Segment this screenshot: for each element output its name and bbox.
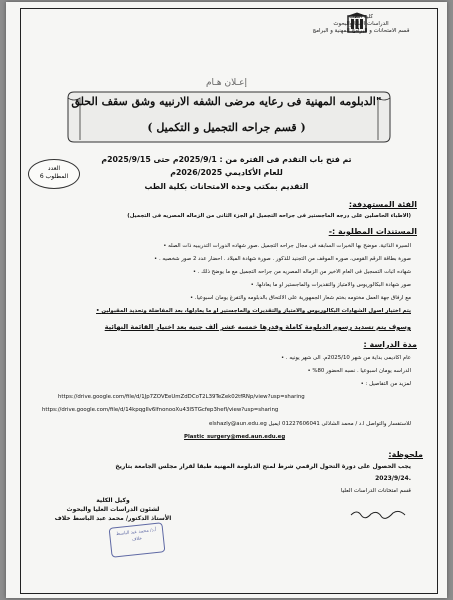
handwritten-initials-icon <box>349 507 407 519</box>
document-item: يتم اختيار اصول الشهادات البكالوريوس والامتياز والتقديرات والماجستير أو ما يعادلها، بعد المفاضلة وتحديد المقبولين • <box>28 308 411 314</box>
required-count-badge <box>28 159 80 189</box>
department-subtitle: ( قسم جراحه التجميل و التكميل ) <box>147 121 306 134</box>
count-label: العدد <box>47 165 61 172</box>
document-item: صور شهادة البكالوريوس والامتياز والتقديرات والماجستير أو ما يعادلها. • <box>28 282 411 288</box>
announcement-label: إعـلان هـام <box>205 78 248 88</box>
diploma-title: "الدبلومه المهنية فى رعايه مرضى الشفه الارنبيه وشق سقف الحلق <box>71 95 382 108</box>
document-item: السيرة الذاتية. موضح بها الخبرات السابقه فى مجال جراحه التجميل .صور شهاده الدورات التدريبيه ذات الصله • <box>28 243 411 249</box>
duration-item: الدراسه يومان اسبوعيا . نسبه الحضور 80% • <box>28 368 411 374</box>
documents-heading: المستندات المطلوبة :- <box>328 227 417 236</box>
office-line-2: قسم الامتحانات و البرامج المهنية و البرامج <box>312 28 410 34</box>
notes-date: 2023/9/24. <box>375 475 411 482</box>
document-item: صورة بطاقة الرقم القومى، صوره الموقف من التجنيد للذكور . صورة شهادة الميلاد . احضار عدد 2 صور شخصيه . • <box>28 256 411 262</box>
more-info-label: لمزيد من التفاصيل : • <box>28 381 411 387</box>
signature-title-2: لشئون الدراسات العليا والبحوث <box>66 506 160 513</box>
count-value: المطلوب 6 <box>39 173 69 180</box>
document-item: شهاده اثبات التسجيل فى العام الاخير من الزماله المصريه من جراحه التجميل مع ما يوضح ذلك . • <box>28 269 411 275</box>
signature-name: الأستاذ الدكتور/ محمد عبد الباسط خلاف <box>54 515 172 522</box>
document-sheet <box>6 2 447 598</box>
duration-heading: مدة الدراسة : <box>363 340 417 349</box>
application-location: التقديم بمكتب وحدة الامتحانات بكلية الطب <box>144 182 309 191</box>
official-stamp <box>109 522 166 557</box>
drive-link-1[interactable]: https://drive.google.com/file/d/1Jp7ZOVEeUmZdDCoT2L39TeZek02tfRNp/view?usp=sharing <box>58 394 305 400</box>
target-heading: الفئة المستهدفة: <box>348 200 417 209</box>
notes-heading: ملحوظة: <box>388 450 423 459</box>
header-block <box>301 14 421 35</box>
drive-link-2[interactable]: https://drive.google.com/file/d/14kpqgIIv6lfnonooXu43I5TGcfep3hefl/view?usp=sharing <box>42 407 279 413</box>
email-link[interactable]: Plastic_surgery@med.aun.edu.eg <box>184 434 286 440</box>
application-period: تم فتح باب التقدم فى الفترة من : 2025/9/1م حتى 2025/9/15م <box>101 155 352 164</box>
signature-block <box>28 496 198 523</box>
office-line-1: الدراسات العليا والبحوث <box>333 21 389 27</box>
target-text: (الاطباء الحاصلين على درجه الماجستير فى جراحه التجميل أو الجزء الثانى من الزماله المصريه فى التجميل) <box>127 213 411 219</box>
document-item: مع ارفاق جهة العمل مختومه بختم شعار الجمهورية على الالتحاق بالدبلومه والتفرغ يومان اسبوعيا. • <box>28 295 411 301</box>
stamp-text: أ.د/ محمد عبد الباسط خلاف <box>115 527 157 543</box>
contact-line: للاستفسار والتواصل أ.د / محمد الشاذلى 01227606041 ايميل elshazly@aun.edu.eg <box>209 421 411 427</box>
fee-note: وسوف يتم تسديد رسوم الدبلومة كاملة وقدرها خمسه عشر ألف جنيه بعد اختيار القائمة النهائية <box>104 323 411 331</box>
notes-department: قسم امتحانات الدراسات العليا <box>340 488 411 494</box>
university-name: كلية الطب <box>349 14 373 20</box>
notes-text: يجب الحصول على دورة التحول الرقمي شرط لمنح الدبلومة المهنية طبقاً لقرار مجلس الجامعة بتاريخ <box>115 463 411 470</box>
signature-title-1: وكيل الكلية <box>96 497 130 504</box>
duration-item: عام أكاديمى بداية من شهر 2025/10م. الى شهر يونيه . • <box>28 355 411 361</box>
academic-year: للعام الأكاديمي 2026/2025م <box>170 168 283 177</box>
